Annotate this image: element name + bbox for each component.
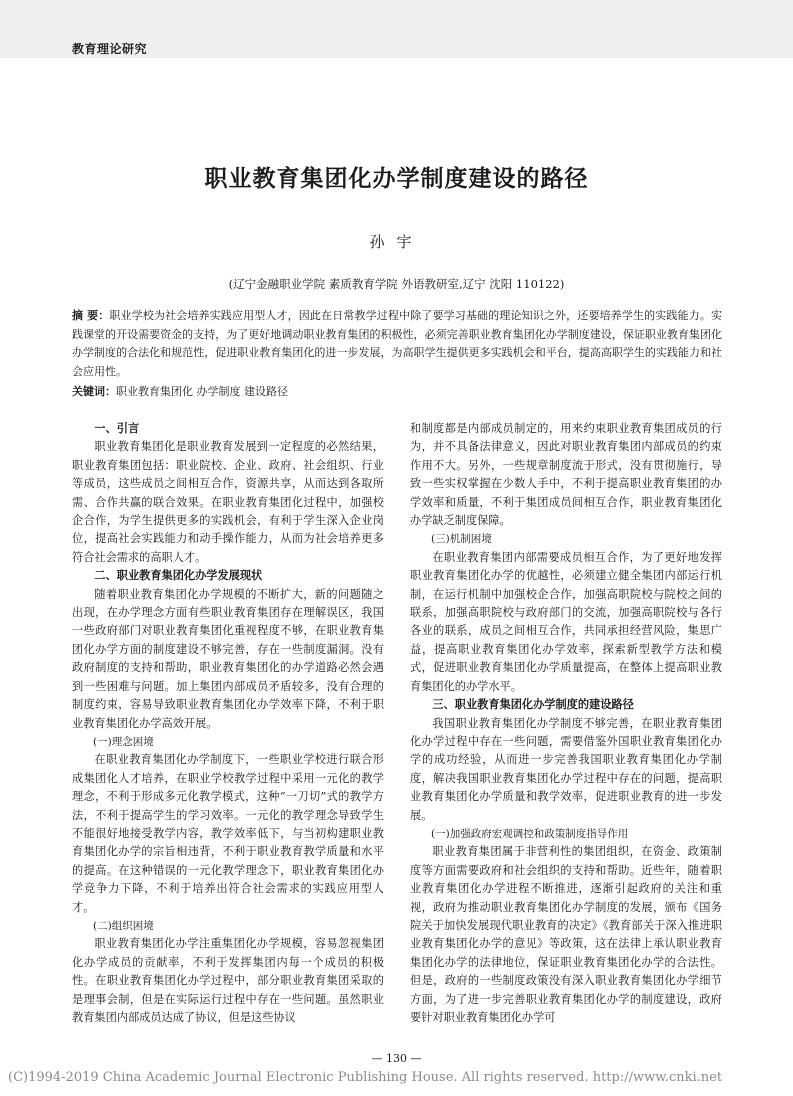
abstract-text: 职业学校为社会培养实践应用型人才，因此在日常教学过程中除了要学习基础的理论知识之外，还要培养学生的实践能力。实践课堂的开设需要资金的支持，为了更好地调动职业教育集团的积极性，必须完善职业教育集团化办学制度建设，保证职业教育集团化办学制度的合法化和规范性，促进职业教育集团化的进一步发展，为高职学生提供更多实践机会和平台，提高高职学生的实践能力和社会应用性。 <box>72 309 722 378</box>
subsection-heading: (二)组织困境 <box>93 919 154 932</box>
abstract <box>72 307 722 381</box>
keywords <box>72 383 722 399</box>
paragraph: 职业教育集团属于非营利性的集团组织，在资金、政策制度等方面需要政府和社会组织的支持和帮助。近些年，随着职业教育集团化办学进程不断推进，逐渐引起政府的关注和重视，政府为推动职业教育集团化办学制度的发展，颁布《国务院关于加快发展现代职业教育的决定》《教育部关于深入推进职业教育集团化办学的意见》等政策，这在法律上承认职业教育集团化办学的法律地位，保证职业教育集团化办学的合法性。但是，政府的一些制度政策没有深入职业教育集团化办学细节方面，为了进一步完善职业教育集团化办学的制度建设，政府要针对职业教育集团化办学可 <box>410 845 722 1024</box>
article-title: 职业教育集团化办学制度建设的路径 <box>204 166 589 192</box>
paragraph: 职业教育集团化是职业教育发展到一定程度的必然结果，职业教育集团包括：职业院校、企业、政府、社会组织、行业等成员，这些成员之间相互合作，资源共享，从而达到各取所需、合作共赢的联合效果。在职业教育集团化过程中，加强校企合作，为学生提供更多的实践机会，有利于学生深入企业岗位，提高社会实践能力和动手操作能力，从而为社会培养更多符合社会需求的高职人才。 <box>72 440 384 564</box>
paragraph: 在职业教育集团内部需要成员相互合作，为了更好地发挥职业教育集团化办学的优越性，必须建立健全集团内部运行机制，在运行机制中加强校企合作，加强高职院校与院校之间的联系，加强高职院校与政府部门的交流，加强高职院校与各行各业的联系，成员之间相互合作，共同承担经营风险，集思广益，提高职业教育集团化办学效率，探索新型教学方法和模式，促进职业教育集团化办学质量提高，在整体上提高职业教育集团化的办学水平。 <box>410 550 722 693</box>
paragraph: 和制度都是内部成员制定的，用来约束职业教育集团成员的行为，并不具备法律意义，因此对职业教育集团内部成员的约束作用不大。另外，一些规章制度流于形式，没有贯彻施行，导致一些实权掌握在少数人手中，不利于提高职业教育集团的办学效率和质量，不利于集团成员间相互合作，职业教育集团化办学缺乏制度保障。 <box>410 422 722 528</box>
section-heading: 三、职业教育集团化办学制度的建设路径 <box>432 698 634 712</box>
paragraph: 我国职业教育集团化办学制度不够完善，在职业教育集团化办学过程中存在一些问题，需要借鉴外国职业教育集团化办学的成功经验，从而进一步完善我国职业教育集团化办学制度，解决我国职业教育集团化办学过程中存在的问题，提高职业教育集团化办学质量和教学效率，促进职业教育的进一步发展。 <box>410 716 722 822</box>
abstract-label: 摘 要： <box>72 309 110 322</box>
article-author: 孙宇 <box>369 233 424 251</box>
paragraph: 在职业教育集团化办学制度下，一些职业学校进行联合形成集团化人才培养，在职业学校教学过程中采用一元化的教学理念，不利于形成多元化教学模式，这种“一刀切”式的教学方法，不利于提高学生的学习效率。一元化的教学理念导致学生不能很好地接受教学内容，教学效率低下，与当初构建职业教育集团化办学的宗旨相违背，不利于职业教育教学质量和水平的提高。在这种错误的一元化教学理念下，职业教育集团化办学竞争力下降，不利于培养出符合社会需求的实践应用型人才。 <box>72 753 384 914</box>
paragraph: 随着职业教育集团化办学规模的不断扩大，新的问题随之出现，在办学理念方面有些职业教育集团存在理解误区，我国一些政府部门对职业教育集团化重视程度不够，在职业教育集团化办学方面的制度建设不够完善，存在一些制度漏洞。没有政府制度的支持和帮助，职业教育集团化的办学道路必然会遇到一些困难与问题。加上集团内部成员矛盾较多，没有合理的制度约束，容易导致职业教育集团化办学效率下降，不利于职业教育集团化办学高效开展。 <box>72 587 384 730</box>
section-heading: 一、引言 <box>94 422 140 435</box>
copyright-notice: (C)1994-2019 China Academic Journal Electronic Publishing House. All rights reserved. http://www.cnki.net <box>8 1070 723 1085</box>
keywords-text: 职业教育集团化 办学制度 建设路径 <box>116 385 288 398</box>
keywords-label: 关键词： <box>72 385 116 398</box>
header-bar <box>0 0 793 58</box>
right-column <box>410 420 722 1027</box>
journal-name: 教育理论研究 <box>72 42 148 56</box>
section-heading: 二、职业教育集团化办学发展现状 <box>94 569 263 583</box>
subsection-heading: (一)加强政府宏观调控和政策制度指导作用 <box>431 827 629 840</box>
page-number: — 130 — <box>371 1052 422 1065</box>
subsection-heading: (一)理念困境 <box>93 735 154 748</box>
paragraph: 职业教育集团化办学注重集团化办学规模，容易忽视集团化办学成员的贡献率，不利于发挥集团内每一个成员的积极性。在职业教育集团化办学过程中，部分职业教育集团采取的是理事会制，但是在实际运行过程中存在一些问题。虽然职业教育集团内部成员达成了协议，但是这些协议 <box>72 937 384 1024</box>
subsection-heading: (三)机制困境 <box>431 533 492 546</box>
author-affiliation: (辽宁金融职业学院 素质教育学院 外语教研室,辽宁 沈阳 110122) <box>228 277 565 291</box>
left-column <box>72 420 384 1027</box>
